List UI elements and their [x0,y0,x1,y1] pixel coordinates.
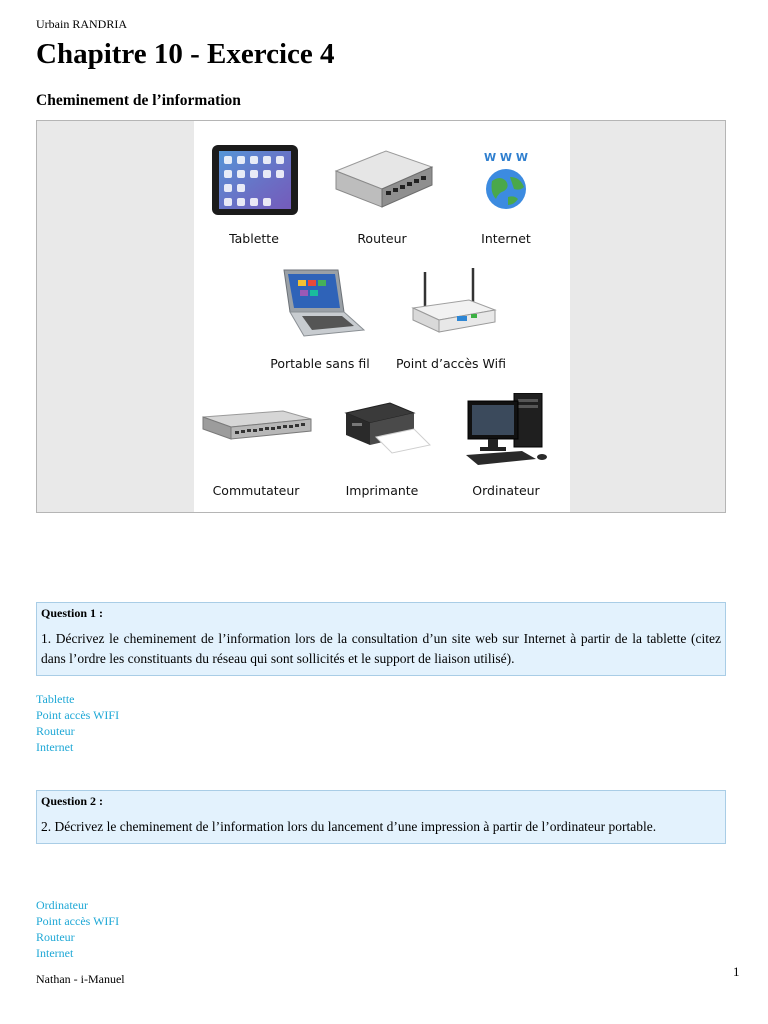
question-2-text: 2. Décrivez le cheminement de l’information lors du lancement d’une impression à partir de l’ordinateur portable. [41,819,657,834]
page-number: 1 [733,964,740,979]
answer-item: Tablette [36,692,75,706]
question-2-answers [36,897,119,961]
answer-item: Internet [36,946,74,960]
answer-item: Routeur [36,930,75,944]
question-2-title: Question 2 : [41,794,104,808]
device-tablet [194,141,314,246]
answer-item: Routeur [36,724,75,738]
page-title: Chapitre 10 - Exercice 4 [36,38,335,70]
device-wifi-access-point [391,266,511,371]
question-1-title: Question 1 : [41,606,104,620]
tablet-icon [204,141,304,217]
svg-text:W W W: W W W [483,151,529,164]
device-router [322,141,442,246]
laptop-icon [268,266,372,342]
answer-item: Point accès WIFI [36,708,120,722]
device-label-printer: Imprimante [345,483,419,498]
switch-icon [199,393,313,469]
question-1-text: 1. Décrivez le cheminement de l’information lors de la consultation d’un site web sur Internet à partir de la tablette (citez dans l’ordre les constituants du réseau qui sont sollicités et le support de liaison utilisé). [41,631,721,666]
question-1-answers [36,691,119,755]
desktop-computer-icon [458,393,554,469]
wifi-access-point-icon [399,266,503,342]
answer-item: Internet [36,740,74,754]
question-2-box [36,790,726,844]
answer-item: Ordinateur [36,898,88,912]
figure-image-area [194,121,570,512]
device-label-desktop-computer: Ordinateur [472,483,540,498]
device-switch [196,393,316,498]
device-label-internet: Internet [481,231,531,246]
router-icon [326,141,438,217]
device-label-switch: Commutateur [212,483,300,498]
device-printer [322,393,442,498]
author-name: Urbain RANDRIA [36,17,127,31]
network-devices-figure [36,120,726,513]
device-label-tablet: Tablette [229,231,279,246]
question-1-box [36,602,726,676]
device-internet [446,141,566,246]
device-desktop-computer [446,393,566,498]
device-laptop [260,266,380,371]
globe-icon [468,141,544,217]
printer-icon [330,393,434,469]
answer-item: Point accès WIFI [36,914,120,928]
device-label-laptop: Portable sans fil [270,356,370,371]
footer-publisher: Nathan - i-Manuel [36,972,125,986]
section-subtitle: Cheminement de l’information [36,92,241,109]
device-label-router: Routeur [357,231,407,246]
device-label-wifi-access-point: Point d’accès Wifi [396,356,506,371]
